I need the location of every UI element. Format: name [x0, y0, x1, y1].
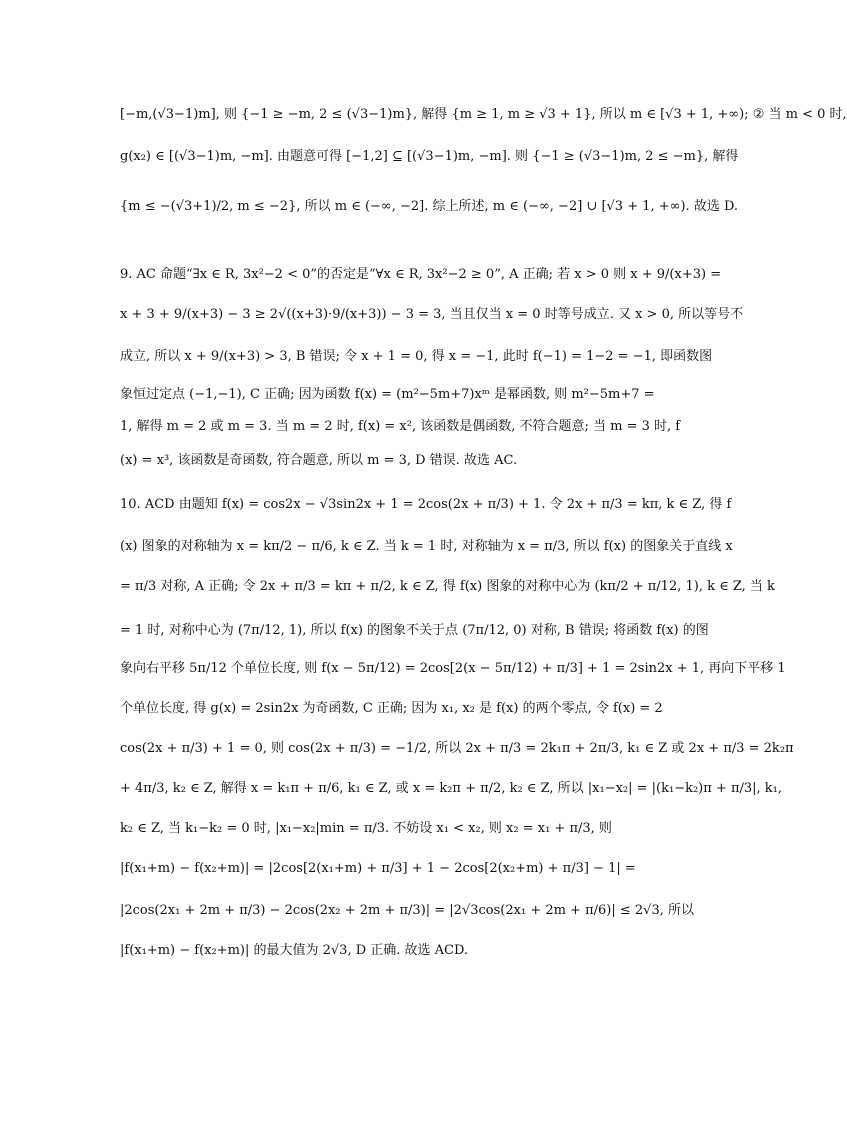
text-line: |f(x₁+m) − f(x₂+m)| 的最大值为 2√3, D 正确. 故选 ACD. [120, 943, 469, 958]
text-line: 成立, 所以 x + 9/(x+3) > 3, B 错误; 令 x + 1 = 0, 得 x = −1, 此时 f(−1) = 1−2 = −1, 即函数图 [120, 349, 713, 364]
text-line: (x) 图象的对称轴为 x = kπ/2 − π/6, k ∈ Z. 当 k = 1 时, 对称轴为 x = π/3, 所以 f(x) 的图象关于直线 x [120, 539, 733, 554]
text-line: = 1 时, 对称中心为 (7π/12, 1), 所以 f(x) 的图象不关于点 (7π/12, 0) 对称, B 错误; 将函数 f(x) 的图 [120, 623, 709, 638]
text-line: 个单位长度, 得 g(x) = 2sin2x 为奇函数, C 正确; 因为 x₁, x₂ 是 f(x) 的两个零点, 令 f(x) = 2 [120, 701, 663, 716]
text-line: k₂ ∈ Z, 当 k₁−k₂ = 0 时, |x₁−x₂|min = π/3. 不妨设 x₁ < x₂, 则 x₂ = x₁ + π/3, 则 [120, 821, 612, 836]
text-line: + 4π/3, k₂ ∈ Z, 解得 x = k₁π + π/6, k₁ ∈ Z, 或 x = k₂π + π/2, k₂ ∈ Z, 所以 |x₁−x₂| = |(k₁−k₂)π + π/3|, k₁, [120, 781, 783, 796]
text-line: {m ≤ −(√3+1)/2, m ≤ −2}, 所以 m ∈ (−∞, −2]. 综上所述, m ∈ (−∞, −2] ∪ [√3 + 1, +∞). 故选 D. [120, 199, 739, 214]
text-line: g(x₂) ∈ [(√3−1)m, −m]. 由题意可得 [−1,2] ⊆ [(√3−1)m, −m]. 则 {−1 ≥ (√3−1)m, 2 ≤ −m}, 解得 [120, 149, 739, 164]
text-line: 象恒过定点 (−1,−1), C 正确; 因为函数 f(x) = (m²−5m+7)xᵐ 是幂函数, 则 m²−5m+7 = [120, 387, 655, 402]
text-line: cos(2x + π/3) + 1 = 0, 则 cos(2x + π/3) = −1/2, 所以 2x + π/3 = 2k₁π + 2π/3, k₁ ∈ Z 或 2x + π/3 = 2k₂π [120, 741, 794, 756]
text-line: |2cos(2x₁ + 2m + π/3) − 2cos(2x₂ + 2m + π/3)| = |2√3cos(2x₁ + 2m + π/6)| ≤ 2√3, 所以 [120, 903, 694, 918]
text-line: 1, 解得 m = 2 或 m = 3. 当 m = 2 时, f(x) = x², 该函数是偶函数, 不符合题意; 当 m = 3 时, f [120, 419, 681, 434]
text-line: |f(x₁+m) − f(x₂+m)| = |2cos[2(x₁+m) + π/3] + 1 − 2cos[2(x₂+m) + π/3] − 1| = [120, 861, 636, 876]
text-line: (x) = x³, 该函数是奇函数, 符合题意, 所以 m = 3, D 错误. 故选 AC. [120, 453, 518, 468]
text-line: x + 3 + 9/(x+3) − 3 ≥ 2√((x+3)·9/(x+3)) − 3 = 3, 当且仅当 x = 0 时等号成立. 又 x > 0, 所以等号不 [120, 307, 744, 322]
question-9-line: 9. AC 命题“∃x ∈ R, 3x²−2 < 0”的否定是“∀x ∈ R, 3x²−2 ≥ 0”, A 正确; 若 x > 0 则 x + 9/(x+3) = [120, 267, 722, 282]
text-line: = π/3 对称, A 正确; 令 2x + π/3 = kπ + π/2, k ∈ Z, 得 f(x) 图象的对称中心为 (kπ/2 + π/12, 1), k ∈ Z, 当 k [120, 579, 775, 594]
text-line: [−m,(√3−1)m], 则 {−1 ≥ −m, 2 ≤ (√3−1)m}, 解得 {m ≥ 1, m ≥ √3 + 1}, 所以 m ∈ [√3 + 1, +∞); ② 当 m < 0 时, [120, 107, 847, 122]
text-line: 象向右平移 5π/12 个单位长度, 则 f(x − 5π/12) = 2cos[2(x − 5π/12) + π/3] + 1 = 2sin2x + 1, 再向下平移 1 [120, 661, 786, 676]
question-10-line: 10. ACD 由题知 f(x) = cos2x − √3sin2x + 1 = 2cos(2x + π/3) + 1. 令 2x + π/3 = kπ, k ∈ Z, 得 f [120, 497, 732, 512]
